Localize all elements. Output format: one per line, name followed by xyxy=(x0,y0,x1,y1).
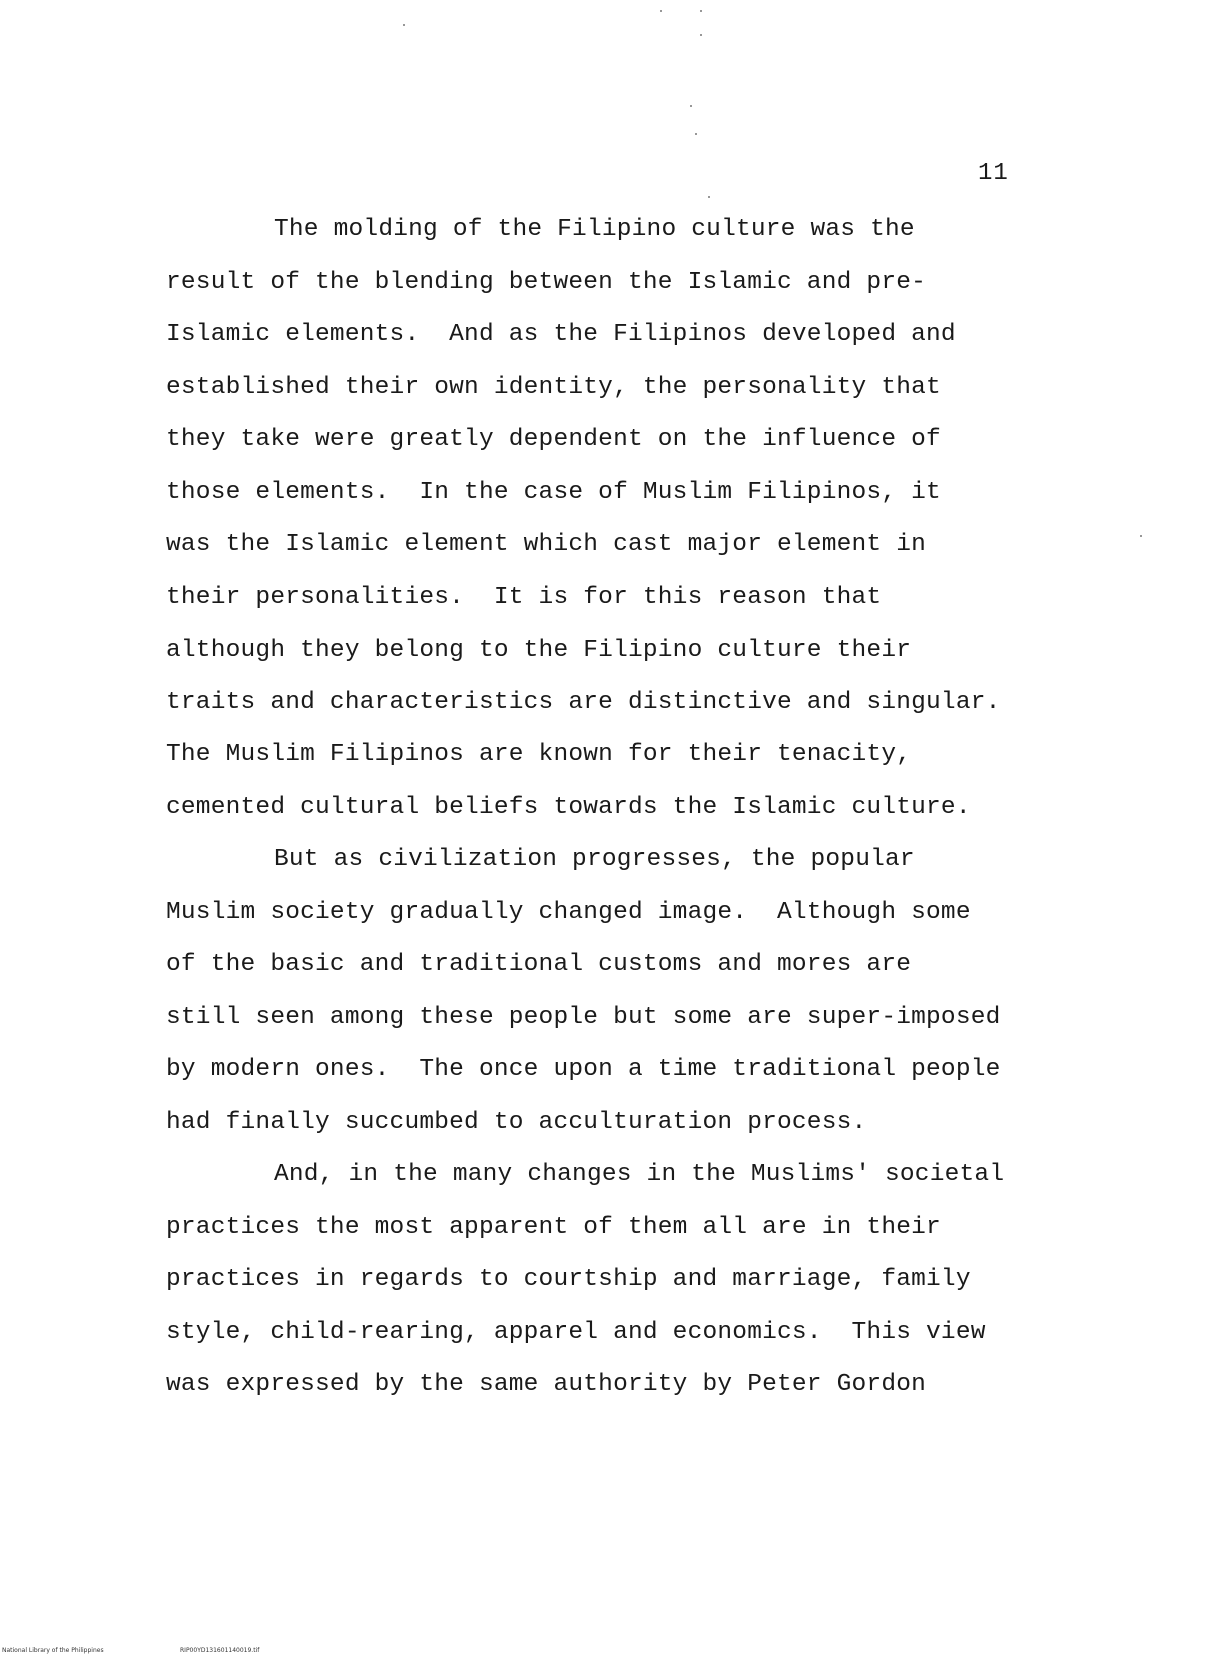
scan-speck xyxy=(403,24,405,26)
paragraph-line: still seen among these people but some are super-imposed xyxy=(166,1004,1001,1031)
paragraph-line: practices in regards to courtship and marriage, family xyxy=(166,1266,971,1293)
paragraph-line: cemented cultural beliefs towards the Islamic culture. xyxy=(166,794,971,821)
paragraph-line: was the Islamic element which cast major element in xyxy=(166,531,927,558)
paragraph-line: The Muslim Filipinos are known for their tenacity, xyxy=(166,741,912,768)
paragraph-line: although they belong to the Filipino culture their xyxy=(166,637,912,664)
paragraph-line: of the basic and traditional customs and mores are xyxy=(166,951,912,978)
scan-speck xyxy=(700,10,702,12)
paragraph-line: style, child-rearing, apparel and economics. This view xyxy=(166,1319,986,1346)
page-number: 11 xyxy=(978,160,1009,187)
paragraph-line: those elements. In the case of Muslim Filipinos, it xyxy=(166,479,941,506)
paragraph-line: Muslim society gradually changed image. Although some xyxy=(166,899,971,926)
paragraph-line: they take were greatly dependent on the influence of xyxy=(166,426,941,453)
paragraph-line: had finally succumbed to acculturation process. xyxy=(166,1109,867,1136)
paragraph-line: And, in the many changes in the Muslims' societal xyxy=(274,1161,1005,1188)
scan-speck xyxy=(695,133,697,135)
scan-speck xyxy=(660,10,662,12)
scan-speck xyxy=(700,34,702,36)
paragraph-line: by modern ones. The once upon a time traditional people xyxy=(166,1056,1001,1083)
footer-library: National Library of the Philippines xyxy=(2,1647,104,1654)
paragraph-line: But as civilization progresses, the popular xyxy=(274,846,915,873)
paragraph-line: their personalities. It is for this reason that xyxy=(166,584,882,611)
footer-file-id: RIP00YD131601140019.tif xyxy=(180,1647,260,1654)
scan-speck xyxy=(1140,535,1142,537)
paragraph-line: was expressed by the same authority by Peter Gordon xyxy=(166,1371,927,1398)
paragraph-line: result of the blending between the Islamic and pre- xyxy=(166,269,927,296)
paragraph-line: practices the most apparent of them all are in their xyxy=(166,1214,941,1241)
scan-speck xyxy=(708,196,710,198)
paragraph-line: The molding of the Filipino culture was the xyxy=(274,216,915,243)
paragraph-line: Islamic elements. And as the Filipinos developed and xyxy=(166,321,956,348)
paragraph-line: traits and characteristics are distinctive and singular. xyxy=(166,689,1001,716)
paragraph-line: established their own identity, the personality that xyxy=(166,374,941,401)
scan-speck xyxy=(690,105,692,107)
